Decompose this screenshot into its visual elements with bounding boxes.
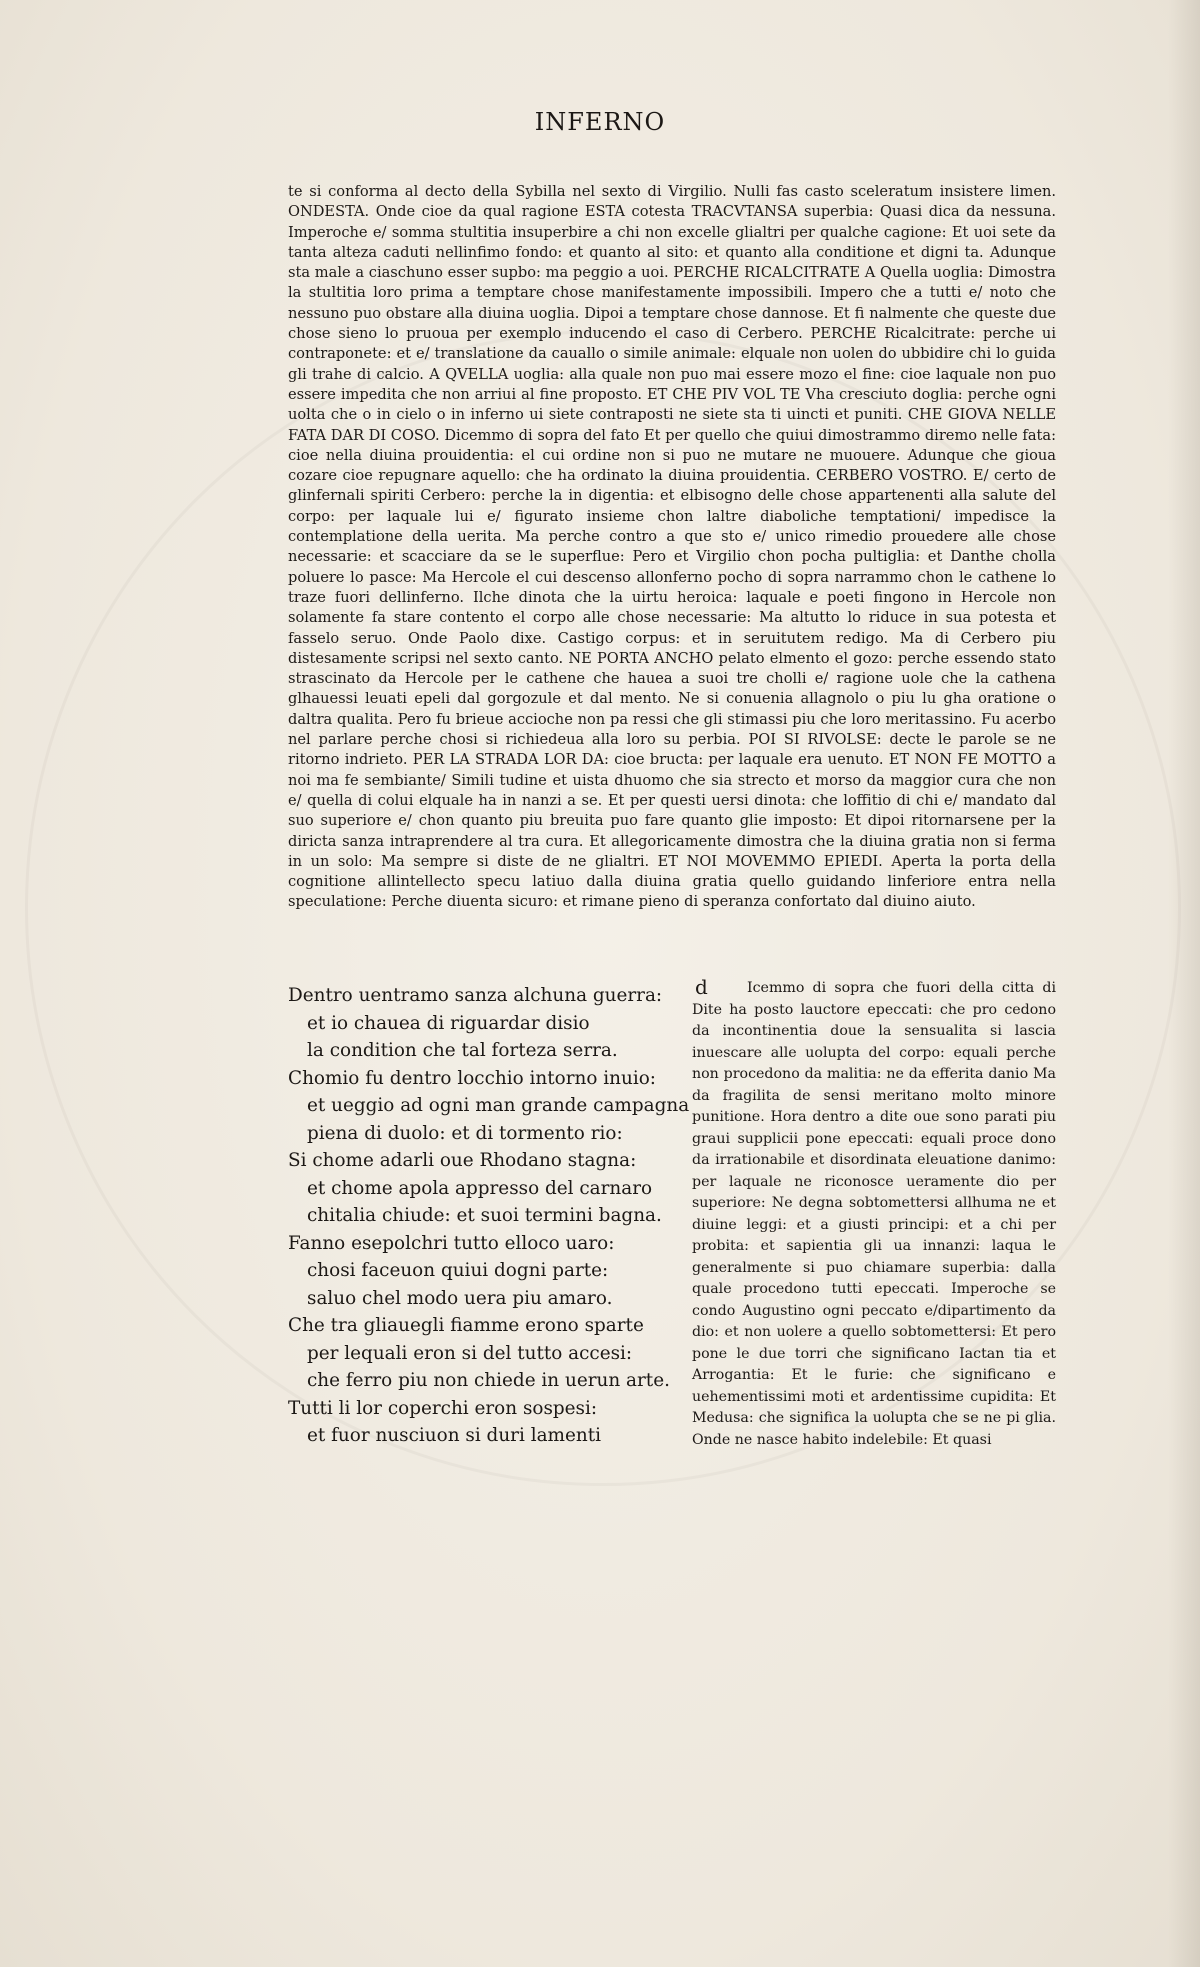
verse-column: [288, 982, 688, 1450]
verse-line: et fuor nusciuon si duri lamenti: [307, 1425, 601, 1446]
verse-line: et ueggio ad ogni man grande campagna: [307, 1095, 690, 1116]
verse-line: Fanno esepolchri tutto elloco uaro:: [288, 1232, 615, 1254]
verse-line: et chome apola appresso del carnaro: [307, 1177, 653, 1199]
verse-line: Tutti li lor coperchi eron sospesi:: [288, 1397, 598, 1419]
verse-line: Dentro uentramo sanza alchuna guerra:: [288, 985, 663, 1006]
verse-line: Che tra gliauegli fiamme erono sparte: [288, 1315, 644, 1336]
initial-letter: d: [695, 975, 708, 999]
verse-line: per lequali eron si del tutto accesi:: [307, 1342, 633, 1364]
verse-line: chitalia chiude: et suoi termini bagna.: [307, 1205, 662, 1226]
verse-line: la condition che tal forteza serra.: [307, 1040, 618, 1061]
verse-line: chosi faceuon quiui dogni parte:: [307, 1260, 609, 1281]
verse-line: che ferro piu non chiede in uerun arte.: [307, 1370, 670, 1391]
commentary-text: te si conforma al decto della Sybilla nel sexto di Virgilio. Nulli fas casto sceleratum insistere limen. ONDESTA. Onde cioe da qual ragione ESTA cotesta TRACVTANSA superbia: Quasi dica da nessuna. Imperoche e/ somma stultitia insuperbire a chi non excelle glialtri per qualche cagione: Et uoi sete da tanta alteza caduti nellinfimo fondo: et quanto al sito: et quanto alla conditione et digni ta. Adunque sta male a ciaschuno esser supbo: ma peggio a uoi. PERCHE RICALCITRATE A Quella uoglia: Dimostra la stultitia loro prima a temptare chose manifestamente impossibili. Impero che a tutti e/ noto che nessuno puo obstare alla diuina uoglia. Dipoi a temptare chose dannose. Et fi nalmente che queste due chose sieno lo pruoua per exemplo inducendo el caso di Cerbero. PERCHE Ricalcitrate: perche ui contraponete: et e/ translatione da cauallo o simile animale: elquale non uolen do ubbidire chi lo guida gli trahe di calcio. A QVELLA uoglia: alla quale non puo mai essere mozo el fine: cioe laquale non puo essere impedita che non arriui al fine proposto. ET CHE PIV VOL TE Vha cresciuto doglia: perche ogni uolta che o in cielo o in inferno ui siete contraposti ne siete sta ti uincti et puniti. CHE GIOVA NELLE FATA DAR DI COSO. Dicemmo di sopra del fato Et per quello che quiui dimostrammo diremo nelle fata: cioe nella diuina prouidentia: el cui ordine non si puo ne mutare ne muouere. Adunque che gioua cozare cioe repugnare aquello: che ha ordinato la diuina prouidentia. CERBERO VOSTRO. E/ certo de glinfernali spiriti Cerbero: perche la in digentia: et elbisogno delle chose appartenenti alla salute del corpo: per laquale lui e/ figurato insieme chon laltre diaboliche temptationi/ impedisce la contemplatione della uerita. Ma perche contro a que sto e/ unico rimedio prouedere alle chose necessarie: et scacciare da se le superflue: Pero et Virgilio chon pocha pultiglia: et Danthe cholla poluere lo pasce: Ma Hercole el cui descenso allonferno pocho di sopra narrammo chon le cathene lo traze fuori dellinferno. Ilche dinota che la uirtu heroica: laquale e poeti fingono in Hercole non solamente fa stare contento el corpo alle chose necessarie: Ma altutto lo riduce in sua potesta et fasselo seruo. Onde Paolo dixe. Castigo corpus: et in seruitutem redigo. Ma di Cerbero piu distesamente scripsi nel sexto canto. NE PORTA ANCHO pelato elmento el gozo: perche essendo stato strascinato da Hercole per le cathene che hauea a suoi tre cholli e/ ragione uole che la cathena glhauessi leuati epeli dal gorgozule et dal mento. Ne si conuenia allagnolo o piu lu gha oratione o daltra qualita. Pero fu brieue accioche non pa ressi che gli stimassi piu che loro meritassino. Fu acerbo nel parlare perche chosi si richiedeua alla loro su perbia. POI SI RIVOLSE: decte le parole se ne ritorno indrieto. PER LA STRADA LOR DA: cioe bructa: per laquale era uenuto. ET NON FE MOTTO a noi ma fe sembiante/ Simili tudine et uista dhuomo che sia strecto et morso da maggior cura che non e/ quella di colui elquale ha in nanzi a se. Et per questi uersi dinota: che loffitio di chi e/ mandato dal suo superiore e/ chon quanto piu breuita puo fare quanto glie imposto: Et dipoi ritornarsene per la diricta sanza intraprendere al tra cura. Et allegoricamente dimostra che la diuina gratia non si ferma in un solo: Ma sempre si diste de ne glialtri. ET NOI MOVEMMO EPIEDI. Aperta la porta della cognitione allintellecto specu latiuo dalla diuina gratia quello guidando linferiore entra nella speculatione: Perche diuenta sicuro: et rimane pieno di speranza confortato dal diuino aiuto.: [288, 183, 1056, 911]
page-title: INFERNO: [534, 108, 666, 136]
verse-line: et io chauea di riguardar disio: [307, 1012, 590, 1034]
verse-line: Si chome adarli oue Rhodano stagna:: [288, 1150, 637, 1171]
verse-line: piena di duolo: et di tormento rio:: [307, 1122, 623, 1144]
page-fold-shadow: [1168, 0, 1200, 1967]
verse-line: Chomio fu dentro locchio intorno inuio:: [288, 1067, 656, 1089]
verse-line: saluo chel modo uera piu amaro.: [307, 1287, 613, 1309]
gloss-text: Icemmo di sopra che fuori della citta di Dite ha posto lauctore epeccati: che pro cedono da incontinentia doue la sensualita si lascia inuescare alle uolupta del corpo: equali perche non procedono da malitia: ne da efferita danio Ma da fragilita de sensi meritano molto minore punitione. Hora dentro a dite oue sono parati piu graui supplicii pone epeccati: equali proce dono da irrationabile et disordinata eleuatione danimo: per laquale ne riconosce ueramente dio per superiore: Ne degna sobtomettersi allhuma ne et diuine leggi: et a giusti principi: et a chi per probita: et sapientia gli ua innanzi: laqua le generalmente si puo chiamare superbia: dalla quale procedono tutti epeccati. Imperoche se condo Augustino ogni peccato e/dipartimento da dio: et non uolere a quello sobtomettersi: Et pero pone le due torri che significano Iactan tia et Arrogantia: Et le furie: che significano e uehementissimi moti et ardentissime cupidita: Et Medusa: che significa la uolupta che se ne pi glia. Onde ne nasce habito indelebile: Et quasi: [692, 980, 1056, 1448]
gloss-column: [692, 975, 1056, 1451]
